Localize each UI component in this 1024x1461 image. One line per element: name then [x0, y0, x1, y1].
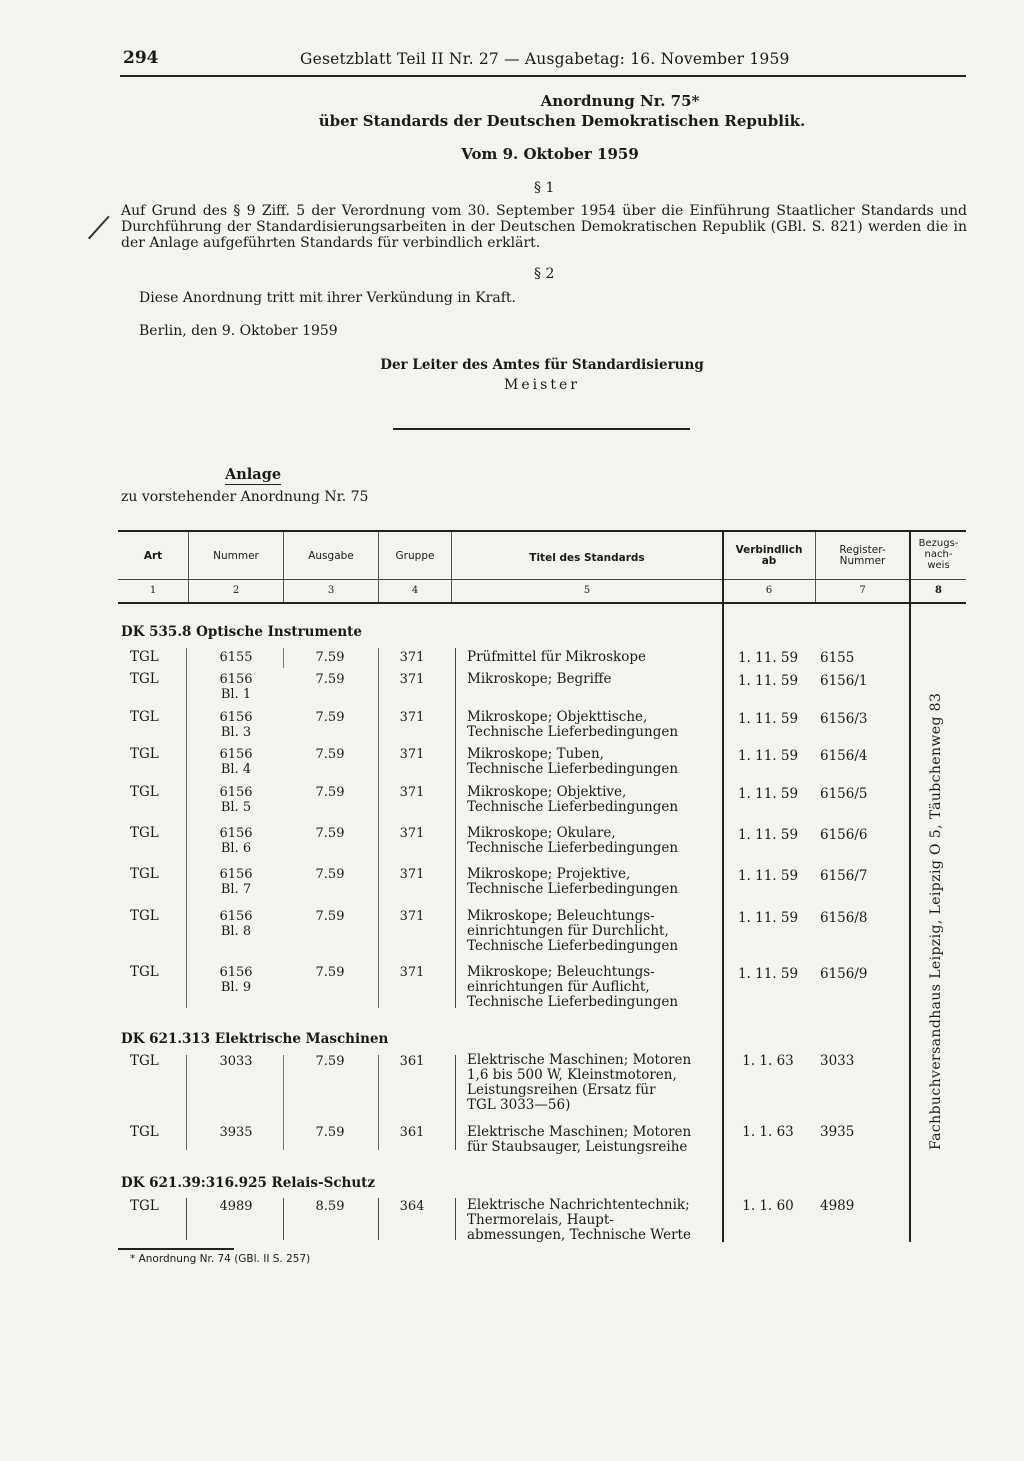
- header-verbindlich: Verbindlich ab: [735, 544, 803, 567]
- col-num: 8: [935, 585, 942, 596]
- footnote: * Anordnung Nr. 74 (GBl. II S. 257): [130, 1253, 311, 1265]
- col-divider: [188, 532, 189, 602]
- paragraph-1-label: § 1: [534, 180, 555, 196]
- col-divider: [455, 648, 456, 1008]
- place-date: Berlin, den 9. Oktober 1959: [139, 323, 338, 339]
- col-divider: [283, 1055, 284, 1150]
- distributor-note: Fachbuchversandhaus Leipzig, Leipzig O 5, Täubchenweg 83: [928, 692, 944, 1150]
- col-num: 2: [232, 585, 240, 596]
- signature-title: Der Leiter des Amtes für Standardisierung: [380, 357, 704, 373]
- gazette-header: Gesetzblatt Teil II Nr. 27 — Ausgabetag: 16. November 1959: [300, 50, 790, 68]
- col-divider: [455, 1055, 456, 1150]
- col-divider: [909, 532, 911, 1242]
- signature-rule: [393, 428, 690, 430]
- col-num: 6: [765, 585, 773, 596]
- header-bezug: Bezugs- nach- weis: [918, 538, 959, 571]
- col-num: 3: [327, 585, 335, 596]
- header-ausgabe: Ausgabe: [308, 550, 354, 562]
- header-titel: Titel des Standards: [529, 552, 645, 564]
- col-divider: [186, 648, 187, 1008]
- col-divider: [378, 532, 379, 602]
- col-num: 7: [859, 585, 866, 596]
- section-label: DK 621.313 Elektrische Maschinen: [121, 1031, 389, 1047]
- appendix-subtitle: zu vorstehender Anordnung Nr. 75: [121, 489, 369, 505]
- section-label: DK 621.39:316.925 Relais-Schutz: [121, 1175, 376, 1191]
- header-nummer: Nummer: [213, 550, 259, 562]
- table-top-rule: [118, 530, 966, 532]
- col-divider: [722, 532, 724, 1242]
- paragraph-1-text: Auf Grund des § 9 Ziff. 5 der Verordnung vom 30. September 1954 über die Einführung Staatlicher Standards und Durchführung der Standardisierungsarbeiten in der Deutschen Demokratischen Republik (GBl. S. 821) werden die in der Anlage aufgeführten Standards für verbindlich erklärt.: [121, 203, 967, 251]
- header-art: Art: [143, 550, 163, 562]
- col-num: 5: [583, 585, 591, 596]
- col-divider: [283, 648, 284, 668]
- col-divider: [378, 648, 379, 1008]
- col-divider: [815, 532, 816, 602]
- col-num: 4: [411, 585, 419, 596]
- order-subtitle: über Standards der Deutschen Demokratischen Republik.: [318, 112, 806, 130]
- col-divider: [455, 1198, 456, 1240]
- header-rule: [120, 75, 966, 77]
- signature-name: Meister: [504, 377, 580, 393]
- col-divider: [186, 1198, 187, 1240]
- margin-pencil-mark: [88, 216, 110, 240]
- header-register: Register- Nummer: [839, 544, 886, 567]
- col-divider: [378, 1198, 379, 1240]
- section-label: DK 535.8 Optische Instrumente: [121, 624, 363, 640]
- col-num: 1: [149, 585, 157, 596]
- footnote-rule: [118, 1248, 234, 1250]
- appendix-title: Anlage: [225, 466, 282, 483]
- paragraph-2-text: Diese Anordnung tritt mit ihrer Verkündung in Kraft.: [139, 290, 516, 306]
- order-title: Anordnung Nr. 75*: [540, 92, 700, 110]
- col-divider: [283, 532, 284, 602]
- col-divider: [451, 532, 452, 602]
- order-date: Vom 9. Oktober 1959: [461, 145, 639, 163]
- table-number-rule: [118, 602, 966, 604]
- col-divider: [186, 1055, 187, 1150]
- col-divider: [283, 1198, 284, 1240]
- header-gruppe: Gruppe: [395, 550, 435, 562]
- paragraph-2-label: § 2: [534, 266, 555, 282]
- col-divider: [378, 1055, 379, 1150]
- page-number: 294: [123, 48, 159, 68]
- table-header-rule: [118, 579, 966, 580]
